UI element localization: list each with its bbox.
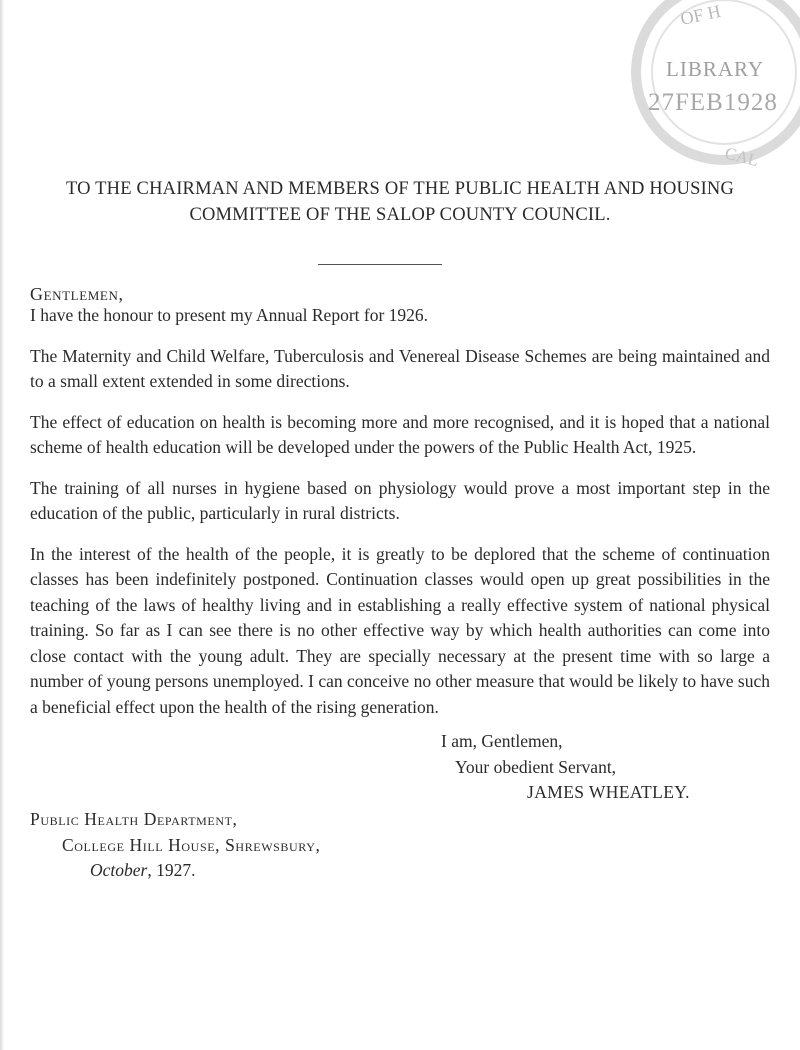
library-stamp-icon — [612, 0, 800, 171]
sender-address — [30, 807, 320, 884]
closing-line-2: Your obedient Servant, — [455, 756, 617, 777]
signature: JAMES WHEATLEY. — [527, 782, 690, 802]
divider-rule — [318, 264, 442, 265]
paragraph-5: In the interest of the health of the people, it is greatly to be deplored that the scheme of continuation classes has been indefinitely postponed. Continuation classes would open up great possibilities in the teaching of the laws of healthy living and in establishing a really effective system of national physical training. So far as I can see there is no other effective way by which health authorities can come into close contact with the young adult. They are specially necessary at the present time with so large a number of young persons unemployed. I can conceive no other measure that would be likely to have such a beneficial effect upon the health of the rising generation. — [30, 543, 770, 717]
paragraph-1: I have the honour to present my Annual Report for 1926. — [30, 305, 429, 325]
library-stamp — [612, 0, 800, 171]
paragraph-2: The Maternity and Child Welfare, Tuberculosis and Venereal Disease Schemes are being maintained and to a small extent extended in some directions. — [30, 345, 770, 391]
closing-line-1: I am, Gentlemen, — [441, 731, 563, 751]
page-edge — [0, 0, 4, 1050]
address-date — [30, 858, 320, 884]
heading-line-2: COMMITTEE OF THE SALOP COUNTY COUNCIL. — [189, 205, 611, 225]
svg-text:CAL: CAL — [723, 143, 761, 171]
svg-text:OF H: OF H — [678, 0, 723, 29]
date-year: , 1927. — [147, 860, 196, 880]
letter-body — [30, 303, 770, 735]
address-line-1: Public Health Department, — [30, 809, 238, 829]
paragraph-4: The training of all nurses in hygiene based on physiology would prove a most important step in the education of the public, particularly in rural districts. — [30, 477, 770, 523]
date-month: October — [90, 860, 148, 880]
address-line-2: College Hill House, Shrewsbury, — [62, 834, 321, 855]
stamp-library-text: LIBRARY — [666, 57, 765, 81]
addressee-heading — [30, 176, 770, 228]
heading-line-1: TO THE CHAIRMAN AND MEMBERS OF THE PUBLIC HEALTH AND HOUSING — [65, 179, 735, 199]
paragraph-3: The effect of education on health is becoming more and more recognised, and it is hoped that a national scheme of health education will be developed under the powers of the Public Health Act, 1925. — [30, 411, 770, 457]
stamp-date-text: 27FEB1928 — [648, 89, 778, 116]
letter-closing — [441, 729, 690, 806]
salutation: Gentlemen, — [30, 284, 124, 304]
